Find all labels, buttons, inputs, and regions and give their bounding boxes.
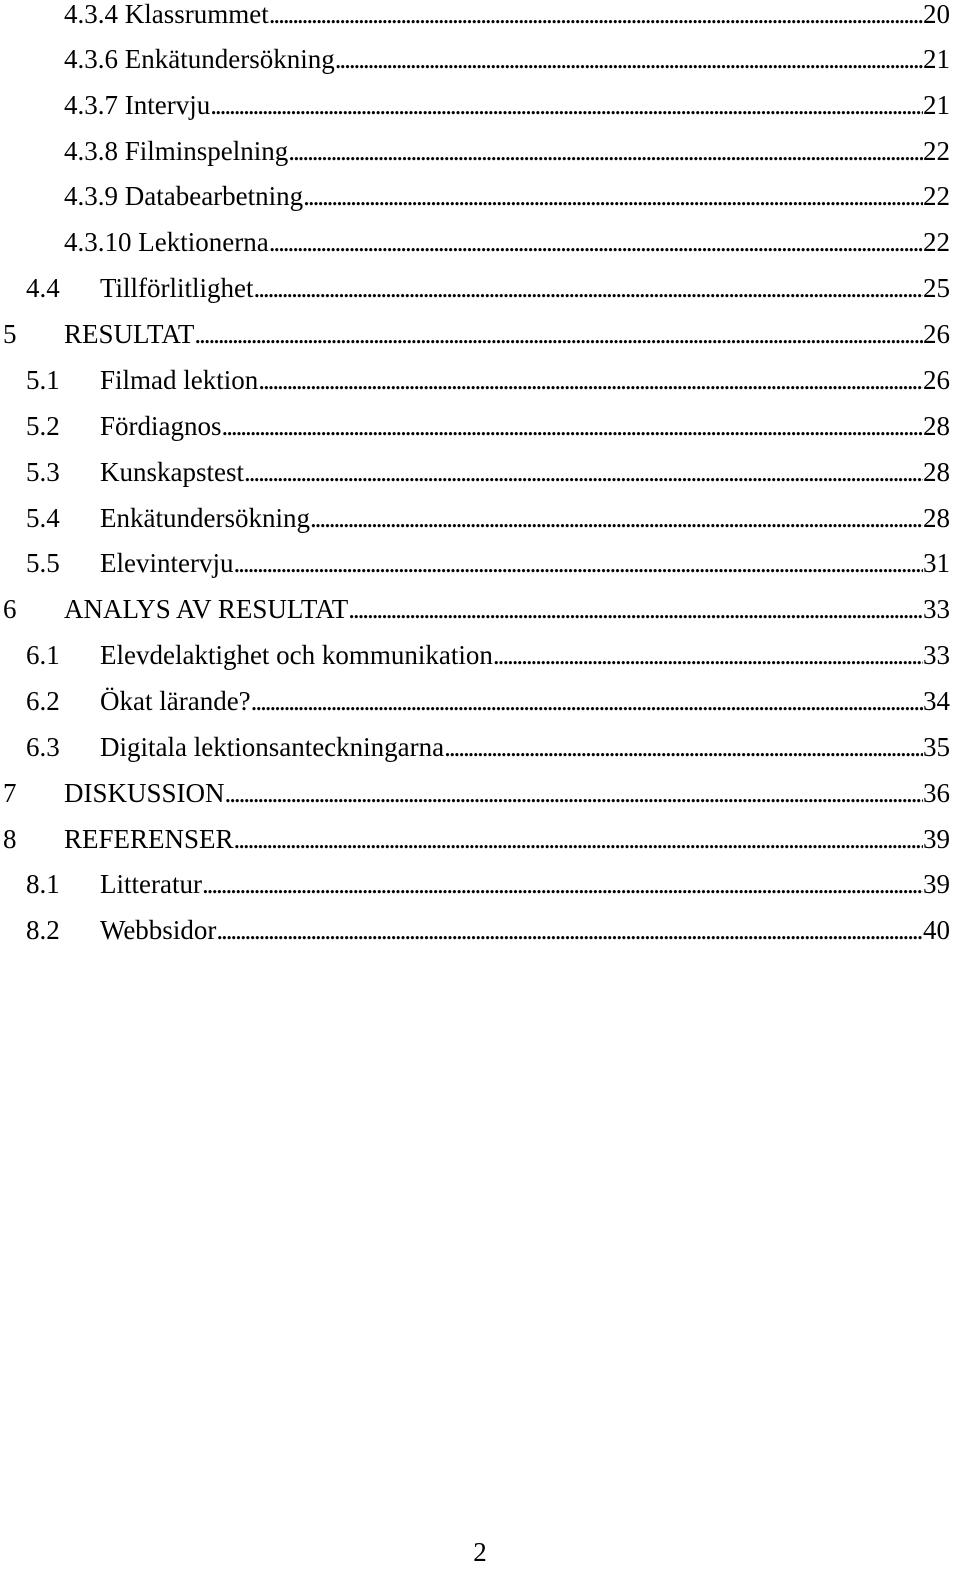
toc-entry[interactable] — [3, 816, 950, 862]
toc-entry[interactable] — [26, 495, 950, 541]
toc-leader-dots — [225, 770, 923, 816]
toc-entry-number: 5.5 — [26, 548, 60, 578]
toc-leader-dots — [269, 219, 923, 265]
toc-entry-title: Webbsidor — [100, 915, 217, 945]
toc-entry-page: 22 — [923, 136, 950, 166]
toc-entry[interactable] — [64, 128, 950, 174]
toc-entry-number: 5.1 — [26, 365, 60, 395]
toc-leader-dots — [258, 357, 923, 403]
toc-entry[interactable] — [64, 173, 950, 219]
toc-entry-page: 21 — [923, 44, 950, 74]
toc-entry-page: 22 — [923, 181, 950, 211]
toc-entry-page: 22 — [923, 227, 950, 257]
toc-leader-dots — [222, 403, 924, 449]
page-number: 2 — [473, 1537, 487, 1567]
toc-entry-page: 33 — [923, 640, 950, 670]
toc-entry-page: 28 — [923, 503, 950, 533]
toc-entry-title: REFERENSER — [64, 824, 234, 854]
toc-entry-page: 26 — [923, 319, 950, 349]
toc-entry-title: Enkätundersökning — [100, 503, 310, 533]
toc-leader-dots — [493, 632, 923, 678]
toc-entry-title: 4.3.4 Klassrummet — [64, 0, 269, 29]
toc-entry-title: Litteratur — [100, 869, 202, 899]
toc-leader-dots — [444, 724, 923, 770]
toc-entry-number: 6.1 — [26, 640, 60, 670]
toc-leader-dots — [335, 36, 923, 82]
toc-entry[interactable] — [26, 632, 950, 678]
toc-entry[interactable] — [64, 36, 950, 82]
toc-entry[interactable] — [26, 678, 950, 724]
toc-entry-title: 4.3.9 Databearbetning — [64, 181, 304, 211]
toc-entry-title: Elevdelaktighet och kommunikation — [100, 640, 493, 670]
toc-entry[interactable] — [64, 82, 950, 128]
toc-entry[interactable] — [26, 861, 950, 907]
toc-leader-dots — [216, 907, 923, 953]
toc-entry-page: 34 — [923, 686, 950, 716]
toc-leader-dots — [288, 128, 923, 174]
toc-leader-dots — [194, 311, 923, 357]
toc-entry-number: 5.3 — [26, 457, 60, 487]
toc-entry-page: 28 — [923, 411, 950, 441]
toc-leader-dots — [348, 586, 923, 632]
toc-entry-page: 35 — [923, 732, 950, 762]
toc-entry-page: 26 — [923, 365, 950, 395]
toc-entry[interactable] — [26, 403, 950, 449]
toc-entry-number: 6 — [3, 594, 17, 624]
toc-entry[interactable] — [26, 907, 950, 953]
toc-entry-title: RESULTAT — [64, 319, 195, 349]
toc-entry-title: DISKUSSION — [64, 778, 225, 808]
toc-leader-dots — [202, 861, 923, 907]
toc-leader-dots — [233, 540, 923, 586]
toc-entry-page: 21 — [923, 90, 950, 120]
toc-entry-number: 7 — [3, 778, 17, 808]
toc-entry-title: Filmad lektion — [100, 365, 259, 395]
toc-entry-number: 5 — [3, 319, 17, 349]
toc-entry[interactable] — [26, 724, 950, 770]
toc-leader-dots — [244, 449, 923, 495]
toc-leader-dots — [303, 173, 923, 219]
toc-entry-title: Fördiagnos — [100, 411, 222, 441]
toc-entry-page: 28 — [923, 457, 950, 487]
toc-entry[interactable] — [26, 449, 950, 495]
toc-entry[interactable] — [26, 357, 950, 403]
toc-entry-title: ANALYS AV RESULTAT — [64, 594, 349, 624]
toc-leader-dots — [254, 265, 923, 311]
toc-entry-page: 25 — [923, 273, 950, 303]
toc-entry-number: 5.4 — [26, 503, 60, 533]
toc-entry-page: 39 — [923, 824, 950, 854]
toc-entry-title: 4.3.10 Lektionerna — [64, 227, 269, 257]
toc-entry[interactable] — [3, 311, 950, 357]
toc-entry[interactable] — [26, 540, 950, 586]
toc-leader-dots — [310, 495, 923, 541]
toc-entry-page: 36 — [923, 778, 950, 808]
toc-entry-title: 4.3.8 Filminspelning — [64, 136, 289, 166]
toc-entry-page: 39 — [923, 869, 950, 899]
toc-entry-title: 4.3.7 Intervju — [64, 90, 211, 120]
toc-entry-page: 40 — [923, 915, 950, 945]
toc-leader-dots — [251, 678, 923, 724]
toc-entry-number: 8.2 — [26, 915, 60, 945]
toc-entry[interactable] — [64, 219, 950, 265]
toc-entry-title: Tillförlitlighet — [100, 273, 254, 303]
toc-entry[interactable] — [3, 586, 950, 632]
toc-leader-dots — [269, 0, 923, 37]
toc-entry-page: 31 — [923, 548, 950, 578]
toc-entry[interactable] — [64, 0, 950, 37]
toc-entry-number: 6.2 — [26, 686, 60, 716]
toc-entry-number: 8.1 — [26, 869, 60, 899]
toc-entry-title: Digitala lektionsanteckningarna — [100, 732, 445, 762]
toc-entry-title: Kunskapstest — [100, 457, 244, 487]
toc-entry-number: 4.4 — [26, 273, 60, 303]
toc-leader-dots — [210, 82, 923, 128]
toc-entry-page: 33 — [923, 594, 950, 624]
toc-entry-title: 4.3.6 Enkätundersökning — [64, 44, 335, 74]
toc-leader-dots — [234, 816, 923, 862]
toc-entry-title: Elevintervju — [100, 548, 234, 578]
toc-entry[interactable] — [26, 265, 950, 311]
toc-entry-page: 20 — [923, 0, 950, 29]
toc-entry-number: 8 — [3, 824, 17, 854]
toc-entry-title: Ökat lärande? — [100, 686, 251, 716]
toc-entry-number: 6.3 — [26, 732, 60, 762]
toc-entry[interactable] — [3, 770, 950, 816]
toc-entry-number: 5.2 — [26, 411, 60, 441]
